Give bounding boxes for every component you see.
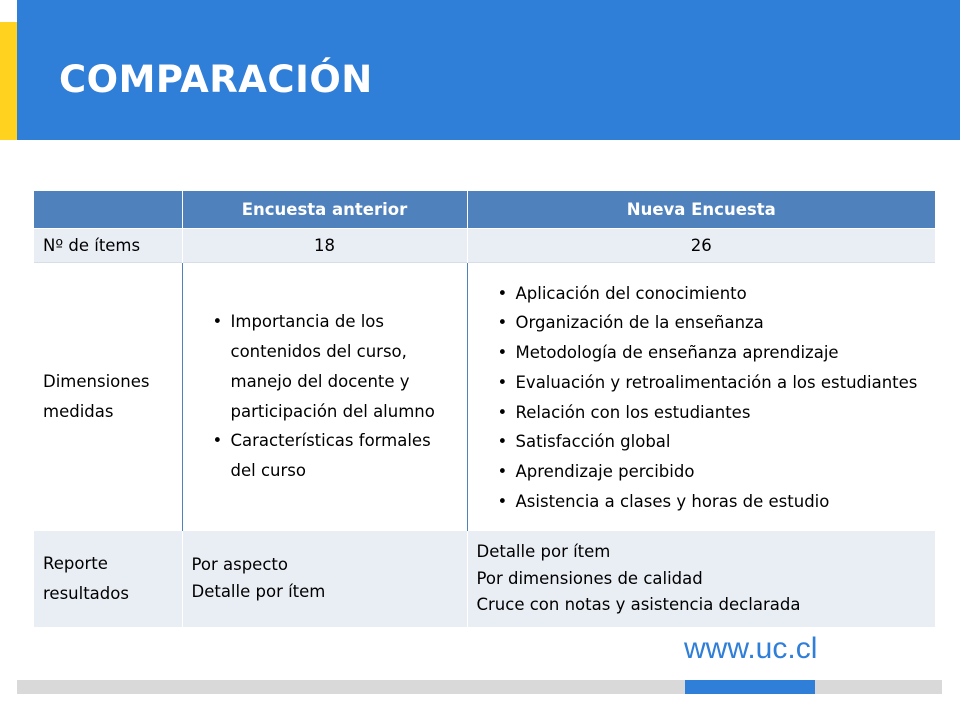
items-label: Nº de ítems	[34, 229, 182, 263]
list-item: • Aplicación del conocimiento	[516, 279, 927, 309]
header-new-survey: Nueva Encuesta	[467, 191, 935, 229]
report-new-line: Por dimensiones de calidad	[476, 568, 703, 588]
table-row-items	[34, 229, 935, 263]
list-item: • Satisfacción global	[516, 427, 927, 457]
footer-accent	[685, 680, 815, 694]
list-item: • Aprendizaje percibido	[516, 457, 927, 487]
accent-strip	[0, 22, 17, 140]
comparison-table-container	[34, 191, 935, 627]
list-item: • Relación con los estudiantes	[516, 398, 927, 428]
report-old-line: Por aspecto	[191, 555, 288, 575]
header-old-survey: Encuesta anterior	[182, 191, 467, 229]
table-row-dimensions	[34, 263, 935, 531]
list-item: • Evaluación y retroalimentación a los estudiantes	[516, 368, 927, 398]
report-new-line: Detalle por ítem	[476, 542, 611, 562]
items-old-value: 18	[182, 229, 467, 263]
table-header-row	[34, 191, 935, 229]
table-row-report	[34, 531, 935, 627]
dimensions-old-list	[211, 307, 458, 485]
report-old-cell	[182, 531, 467, 627]
report-old-line: Detalle por ítem	[191, 581, 326, 601]
slide-title: COMPARACIÓN	[59, 58, 373, 101]
report-label: Reporte resultados	[34, 531, 182, 627]
website-url[interactable]: www.uc.cl	[684, 632, 818, 665]
dimensions-new-cell	[467, 263, 935, 531]
items-new-value: 26	[467, 229, 935, 263]
list-item: • Asistencia a clases y horas de estudio	[516, 487, 927, 517]
list-item: • Importancia de los contenidos del curso, manejo del docente y participación del alumno	[231, 307, 458, 426]
list-item: • Metodología de enseñanza aprendizaje	[516, 338, 927, 368]
dimensions-old-cell	[182, 263, 467, 531]
comparison-table	[34, 191, 935, 627]
dimensions-new-list	[496, 279, 927, 517]
report-new-cell	[467, 531, 935, 627]
list-item: • Características formales del curso	[231, 426, 458, 485]
dimensions-label: Dimensiones medidas	[34, 263, 182, 531]
report-new-line: Cruce con notas y asistencia declarada	[476, 594, 801, 614]
header-empty-cell	[34, 191, 182, 229]
list-item: • Organización de la enseñanza	[516, 308, 927, 338]
